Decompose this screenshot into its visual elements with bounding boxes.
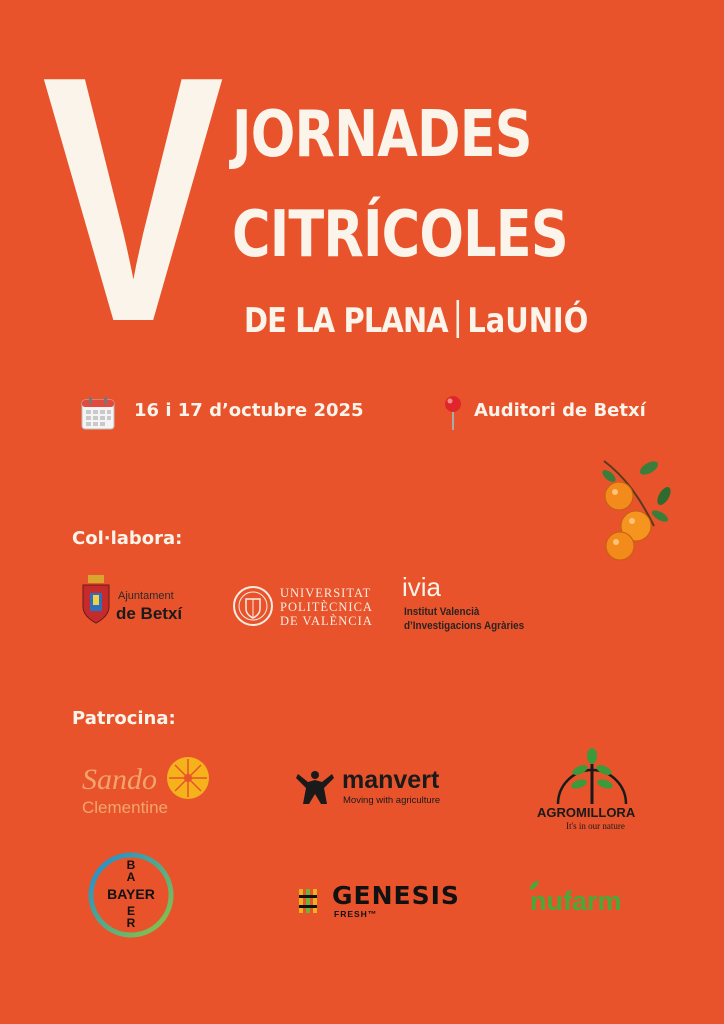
- subtitle-de-la-plana: DE LA PLANA: [244, 301, 448, 341]
- title-line-plana: [244, 300, 588, 341]
- agromillora-logo-sub: It's in our nature: [566, 821, 625, 831]
- genesis-logo-word: GENESIS: [332, 881, 460, 910]
- sando-logo-word: Sando: [82, 763, 157, 796]
- title-line-citricoles: CITRÍCOLES: [232, 198, 568, 272]
- oranges-branch-illustration: [594, 456, 674, 566]
- svg-text:B: B: [126, 858, 136, 872]
- roman-numeral-v: V: [42, 4, 225, 395]
- genesis-fresh-icon: [297, 885, 329, 917]
- betxi-logo-line1: Ajuntament: [118, 590, 174, 602]
- upv-logo-line2: POLITÈCNICA: [280, 600, 373, 614]
- launio-logo: LaUNIÓ: [467, 301, 589, 341]
- genesis-logo-sub: FRESH™: [334, 909, 378, 919]
- svg-text:R: R: [126, 916, 136, 930]
- upv-seal-icon: [232, 585, 274, 627]
- sando-logo-sub: Clementine: [82, 798, 168, 817]
- event-date: 16 i 17 d’octubre 2025: [134, 400, 364, 421]
- sando-orange-slice-icon: [165, 755, 211, 801]
- calendar-icon: [80, 395, 116, 431]
- ivia-logo-line2: d’Investigacions Agràries: [404, 620, 525, 632]
- svg-text:A: A: [126, 870, 136, 884]
- bayer-horizontal-text: BAYER: [107, 886, 155, 902]
- agromillora-logo-word: AGROMILLORA: [537, 805, 636, 820]
- collaborators-label: Col·labora:: [72, 528, 183, 549]
- event-place: Auditori de Betxí: [474, 400, 646, 421]
- sponsors-label: Patrocina:: [72, 708, 176, 729]
- manvert-logo-sub: Moving with agriculture: [343, 795, 441, 806]
- svg-text:E: E: [126, 904, 136, 918]
- bayer-cross-logo: [88, 852, 174, 938]
- upv-logo-line3: DE VALÈNCIA: [280, 614, 373, 628]
- title-separator: [456, 300, 459, 338]
- ivia-logo-line1: Institut Valencià: [404, 606, 480, 618]
- betxi-coat-of-arms-icon: [80, 573, 112, 625]
- nufarm-logo-word: nufarm: [530, 886, 622, 916]
- agromillora-tree-icon: [552, 748, 632, 808]
- upv-logo-line1: UNIVERSITAT: [280, 586, 372, 600]
- manvert-logo-word: manvert: [342, 766, 440, 794]
- betxi-logo-line2: de Betxí: [116, 604, 183, 623]
- location-pin-icon: [442, 395, 464, 431]
- title-line-jornades: JORNADES: [232, 98, 532, 172]
- manvert-figure-icon: [294, 768, 336, 806]
- ivia-logo-word: ivia: [402, 572, 442, 602]
